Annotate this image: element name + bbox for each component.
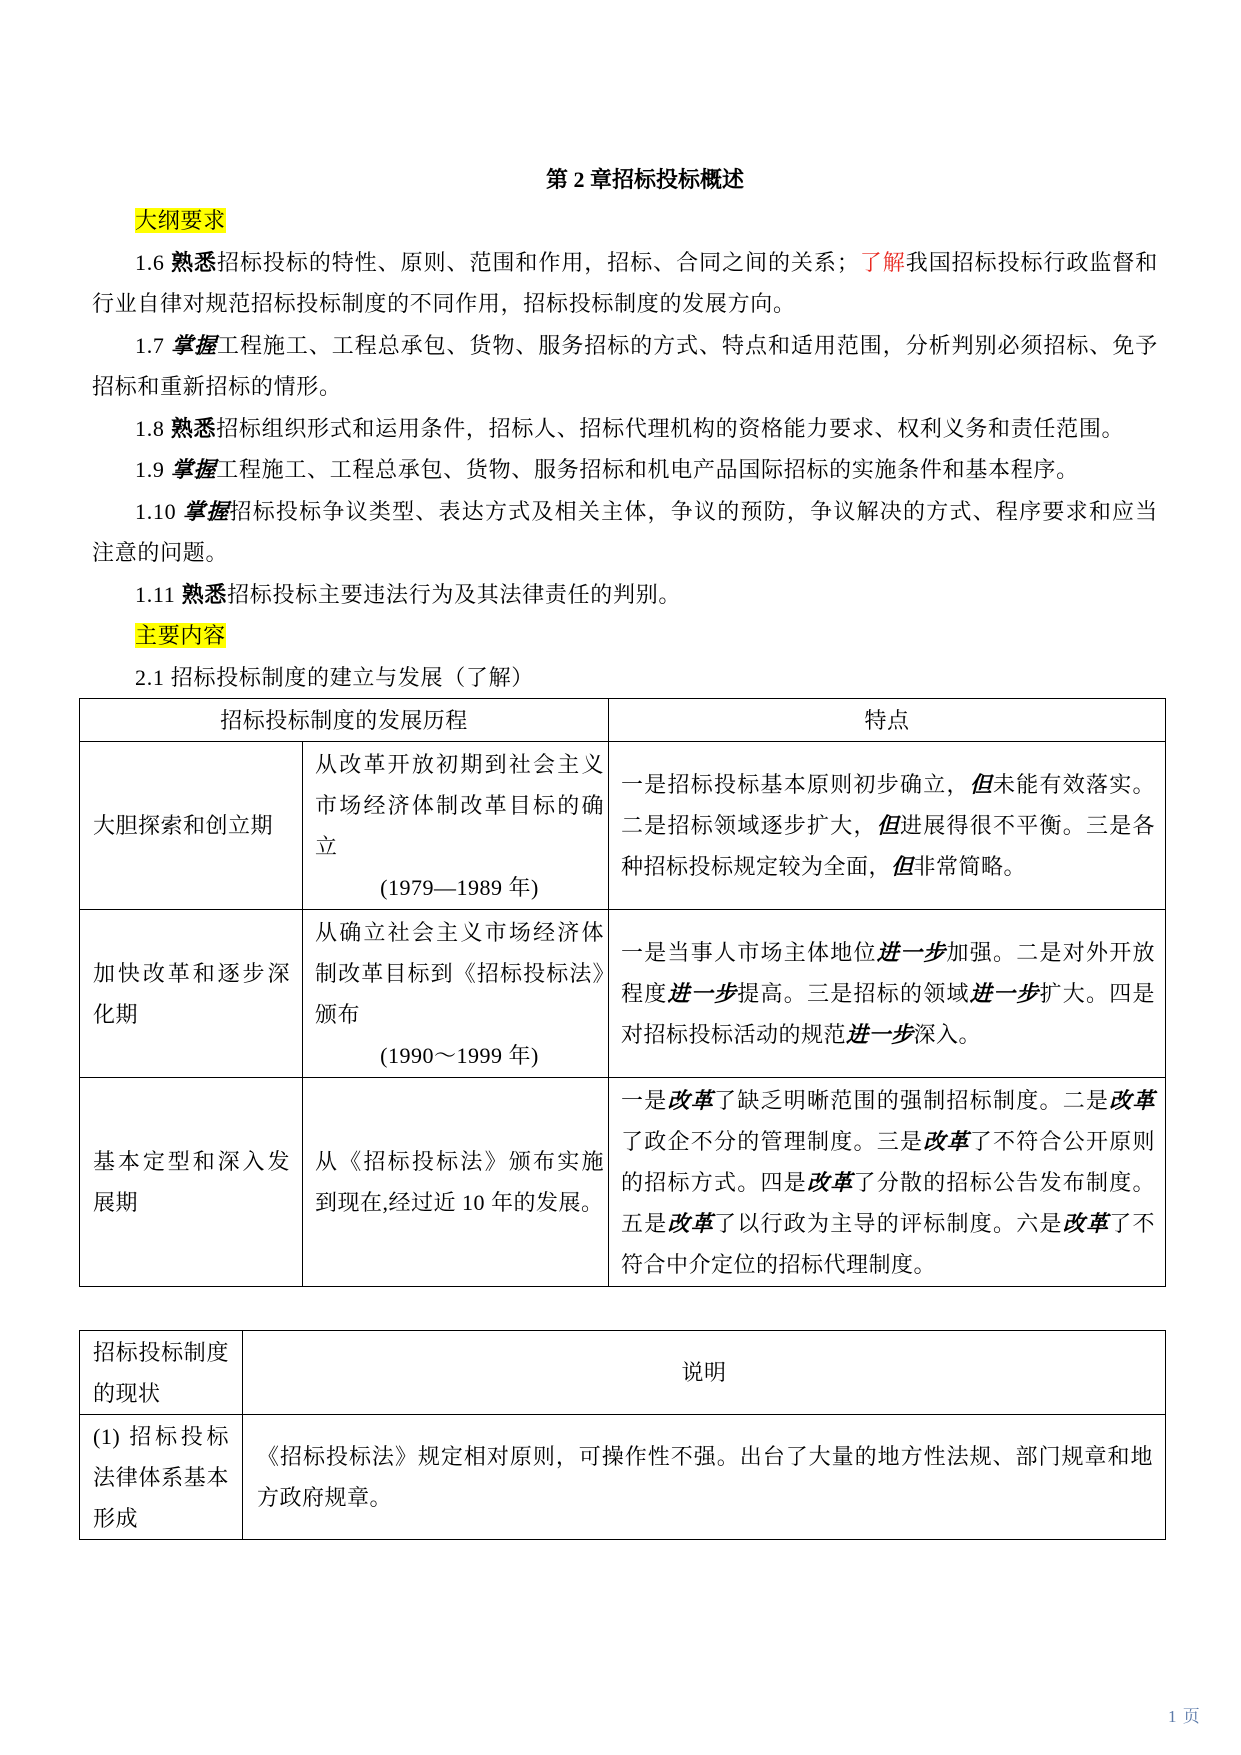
text-run: 了分散的招标公告发布制度。五是	[621, 1169, 1155, 1236]
emphasis-text: 掌握	[183, 498, 230, 524]
period-text: 从《招标投标法》颁布实施到现在,经过近 10 年的发展。	[315, 1149, 605, 1215]
text-run: 招标投标争议类型、表达方式及相关主体，争议的预防，争议解决的方式、程序要求和应当注意的问题。	[92, 498, 1158, 565]
text-run: 了政企不分的管理制度。三是	[621, 1128, 924, 1154]
emphasis-text: 熟悉	[170, 415, 217, 441]
outline-item-1-6	[92, 242, 1158, 325]
text-run: 未能有效落实。二是招标领域逐步扩大，	[621, 772, 1155, 838]
section-heading: 2.1 招标投标制度的建立与发展（了解）	[135, 664, 535, 690]
period-cell	[303, 742, 609, 910]
outline-item-1-10	[92, 491, 1158, 574]
development-history-table	[79, 698, 1166, 1287]
emphasis-text: 但	[876, 813, 900, 838]
column-header-status: 招标投标制度的现状	[80, 1331, 243, 1415]
emphasis-text: 但	[969, 772, 993, 797]
text-run: 了缺乏明晰范围的强制招标制度。二是	[714, 1087, 1110, 1113]
description-cell: 《招标投标法》规定相对原则，可操作性不强。出台了大量的地方性法规、部门规章和地方政府规章。	[243, 1415, 1166, 1540]
text-run: 工程施工、工程总承包、货物、服务招标和机电产品国际招标的实施条件和基本程序。	[216, 457, 1079, 482]
text-run: 1.6	[135, 249, 172, 275]
chapter-title: 第 2 章招标投标概述	[545, 167, 744, 192]
current-status-table	[79, 1330, 1166, 1540]
emphasis-text: 熟悉	[171, 249, 217, 275]
emphasis-text: 掌握	[171, 332, 217, 358]
text-run: 招标投标主要违法行为及其法律责任的判别。	[227, 581, 682, 607]
column-header-features: 特点	[609, 699, 1166, 742]
text-run: 进展得很不平衡。三是各种招标投标规定较为全面，	[621, 813, 1155, 879]
emphasis-text: 但	[891, 854, 914, 879]
emphasis-text: 进一步	[667, 981, 738, 1006]
text-run: 了不符合中介定位的招标代理制度。	[621, 1210, 1155, 1277]
period-years: (1990～1999 年)	[380, 1042, 539, 1068]
content-heading: 主要内容	[135, 623, 226, 648]
table-header-row	[80, 1331, 1166, 1415]
features-cell	[609, 742, 1166, 910]
table-header-row	[80, 699, 1166, 742]
text-run: 扩大。四是对招标投标活动的规范	[621, 981, 1155, 1047]
emphasis-text: 熟悉	[181, 581, 228, 607]
period-text: 从改革开放初期到社会主义市场经济体制改革目标的确立	[315, 751, 605, 859]
emphasis-text: 进一步	[876, 940, 947, 965]
text-run: 深入。	[913, 1022, 982, 1047]
text-run: 工程施工、工程总承包、货物、服务招标的方式、特点和适用范围，分析判别必须招标、免予招标和重新招标的情形。	[92, 332, 1158, 399]
text-run: 提高。三是招标的领域	[737, 981, 970, 1006]
table-row	[80, 742, 1166, 910]
period-cell	[303, 1078, 609, 1287]
emphasis-text: 改革	[1062, 1210, 1110, 1236]
emphasis-text: 改革	[1109, 1087, 1155, 1113]
text-run: 1.9	[135, 457, 171, 482]
emphasis-text: 改革	[923, 1128, 970, 1154]
outline-heading-line	[92, 200, 1158, 242]
text-run: 我国招标投标行政监督和行业自律对规范招标投标制度的不同作用，招标投标制度的发展方向。	[92, 249, 1159, 316]
period-cell	[303, 910, 609, 1078]
emphasis-text: 改革	[667, 1087, 715, 1113]
outline-item-1-9	[92, 449, 1158, 491]
document-body	[92, 200, 1158, 698]
content-heading-line	[92, 615, 1158, 657]
features-cell	[609, 910, 1166, 1078]
table-row	[80, 1415, 1166, 1540]
outline-item-1-11	[92, 574, 1158, 616]
table-row	[80, 910, 1166, 1078]
stage-cell: 加快改革和逐步深化期	[80, 910, 303, 1078]
text-run: 一是当事人市场主体地位	[621, 940, 877, 965]
text-run: 1.10	[135, 498, 184, 524]
features-cell	[609, 1078, 1166, 1287]
period-text: 从确立社会主义市场经济体制改革目标到《招标投标法》颁布	[315, 919, 605, 1027]
outline-item-1-8	[92, 408, 1158, 450]
emphasis-text: 改革	[807, 1169, 854, 1195]
column-header-description: 说明	[243, 1331, 1166, 1415]
outline-heading: 大纲要求	[135, 208, 226, 233]
stage-cell: 大胆探索和创立期	[80, 742, 303, 910]
emphasis-text: 改革	[667, 1210, 715, 1236]
page-number: 1 页	[1168, 1707, 1201, 1726]
text-run: 招标组织形式和运用条件，招标人、招标代理机构的资格能力要求、权利义务和责任范围。	[216, 415, 1125, 441]
outline-item-1-7	[92, 325, 1158, 408]
text-run: 一是	[621, 1087, 668, 1113]
text-run: 加强。二是对外开放程度	[621, 940, 1155, 1006]
emphasis-text: 进一步	[846, 1022, 914, 1047]
text-run: 非常简略。	[913, 854, 1027, 879]
text-run: 招标投标的特性、原则、范围和作用，招标、合同之间的关系；	[216, 249, 860, 275]
emphasis-text: 掌握	[170, 457, 217, 482]
emphasis-text: 进一步	[969, 981, 1040, 1006]
text-run: 1.11	[135, 581, 182, 607]
table-row	[80, 1078, 1166, 1287]
text-run: 了以行政为主导的评标制度。六是	[714, 1210, 1063, 1236]
text-run: 了不符合公开原则的招标方式。四是	[621, 1128, 1155, 1195]
period-years: (1979—1989 年)	[380, 874, 539, 900]
text-run: 一是招标投标基本原则初步确立，	[621, 772, 970, 797]
column-header-history: 招标投标制度的发展历程	[80, 699, 609, 742]
text-run: 1.8	[135, 415, 171, 441]
text-run: 1.7	[135, 332, 172, 358]
status-cell: (1) 招标投标法律体系基本形成	[80, 1415, 243, 1540]
red-highlight-text: 了解	[859, 249, 906, 275]
stage-cell: 基本定型和深入发展期	[80, 1078, 303, 1287]
